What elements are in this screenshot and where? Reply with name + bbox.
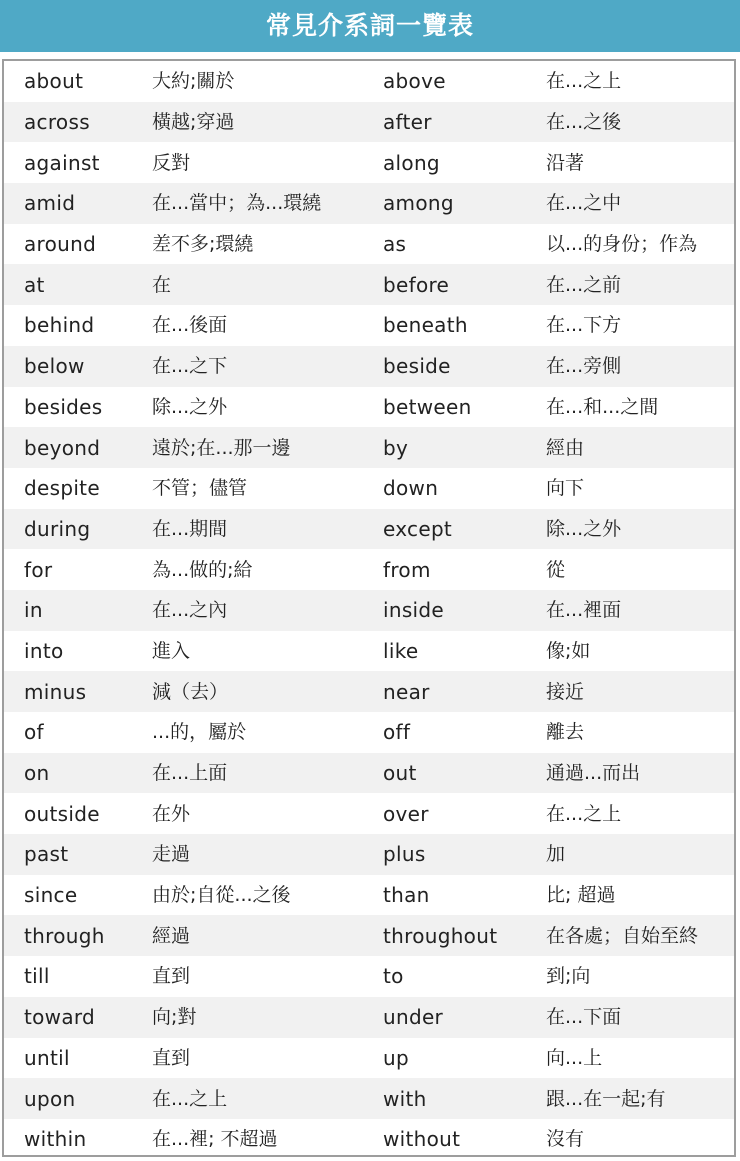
chinese-meaning-cell: 走過 [152,843,191,866]
english-word-cell: amid [24,191,76,216]
table-row [4,549,734,590]
chinese-meaning-cell: 從 [546,558,566,581]
chinese-meaning-cell: 經過 [152,924,191,947]
chinese-meaning-cell: 在...旁側 [546,355,622,378]
table-row [4,142,734,183]
table-row [4,631,734,672]
english-word-cell: after [383,110,432,135]
table-row [4,1038,734,1079]
english-word-cell: since [24,883,78,908]
chinese-meaning-cell: 在...裡; 不超過 [152,1128,278,1151]
chinese-meaning-cell: 在...之中 [546,192,622,215]
chinese-meaning-cell: 到;向 [546,965,591,988]
chinese-meaning-cell: 向;對 [152,1006,197,1029]
chinese-meaning-cell: 在...期間 [152,517,228,540]
chinese-meaning-cell: 進入 [152,639,191,662]
english-word-cell: above [383,69,446,94]
table-row [4,1078,734,1119]
chinese-meaning-cell: ...的，屬於 [152,721,247,744]
english-word-cell: behind [24,313,95,338]
english-word-cell: between [383,394,472,419]
table-row [4,224,734,265]
english-word-cell: under [383,1005,444,1030]
english-word-cell: within [24,1127,87,1152]
chinese-meaning-cell: 由於;自從...之後 [152,884,291,907]
chinese-meaning-cell: 除...之外 [546,517,622,540]
english-word-cell: around [24,232,97,257]
chinese-meaning-cell: 在各處；自始至終 [546,924,699,947]
english-word-cell: than [383,883,430,908]
english-word-cell: without [383,1127,461,1152]
chinese-meaning-cell: 大約;關於 [152,70,235,93]
preposition-table [2,59,736,1157]
chinese-meaning-cell: 離去 [546,721,585,744]
english-word-cell: until [24,1045,70,1070]
table-row [4,793,734,834]
english-word-cell: along [383,150,440,175]
table-row [4,956,734,997]
table-row [4,671,734,712]
table-row [4,387,734,428]
english-word-cell: over [383,801,429,826]
chinese-meaning-cell: 在...當中；為...環繞 [152,192,322,215]
page-title: 常見介系詞一覽表 [0,0,740,52]
english-word-cell: in [24,598,43,623]
english-word-cell: against [24,150,100,175]
english-word-cell: till [24,964,50,989]
english-word-cell: like [383,638,419,663]
english-word-cell: throughout [383,923,498,948]
table-row [4,346,734,387]
table-row [4,427,734,468]
english-word-cell: about [24,69,84,94]
chinese-meaning-cell: 在...之上 [546,802,622,825]
chinese-meaning-cell: 跟...在一起;有 [546,1087,666,1110]
chinese-meaning-cell: 橫越;穿過 [152,111,235,134]
table-row [4,915,734,956]
chinese-meaning-cell: 減（去） [152,680,229,703]
chinese-meaning-cell: 直到 [152,1046,191,1069]
english-word-cell: of [24,720,44,745]
chinese-meaning-cell: 不管；儘管 [152,477,248,500]
english-word-cell: among [383,191,454,216]
chinese-meaning-cell: 通過...而出 [546,762,641,785]
chinese-meaning-cell: 在外 [152,802,191,825]
english-word-cell: as [383,232,407,257]
english-word-cell: outside [24,801,100,826]
chinese-meaning-cell: 沒有 [546,1128,585,1151]
english-word-cell: toward [24,1005,96,1030]
english-word-cell: off [383,720,411,745]
english-word-cell: out [383,761,417,786]
english-word-cell: minus [24,679,87,704]
english-word-cell: before [383,272,450,297]
table-row [4,305,734,346]
chinese-meaning-cell: 在...之後 [546,111,622,134]
chinese-meaning-cell: 除...之外 [152,395,228,418]
english-word-cell: with [383,1086,427,1111]
english-word-cell: near [383,679,430,704]
english-word-cell: beyond [24,435,101,460]
table-row [4,834,734,875]
english-word-cell: plus [383,842,426,867]
english-word-cell: by [383,435,409,460]
chinese-meaning-cell: 在 [152,273,172,296]
chinese-meaning-cell: 向下 [546,477,585,500]
english-word-cell: across [24,110,90,135]
table-row [4,468,734,509]
chinese-meaning-cell: 反對 [152,151,191,174]
chinese-meaning-cell: 在...下面 [546,1006,622,1029]
chinese-meaning-cell: 在...上面 [152,762,228,785]
english-word-cell: on [24,761,50,786]
chinese-meaning-cell: 在...之下 [152,355,228,378]
chinese-meaning-cell: 經由 [546,436,585,459]
chinese-meaning-cell: 加 [546,843,566,866]
table-row [4,102,734,143]
english-word-cell: beside [383,354,451,379]
preposition-table-grid [4,61,734,1160]
chinese-meaning-cell: 在...之上 [152,1087,228,1110]
table-row [4,875,734,916]
table-row [4,712,734,753]
table-row [4,509,734,550]
chinese-meaning-cell: 以...的身份；作為 [546,233,698,256]
english-word-cell: up [383,1045,409,1070]
chinese-meaning-cell: 為...做的;給 [152,558,253,581]
english-word-cell: past [24,842,69,867]
english-word-cell: from [383,557,431,582]
chinese-meaning-cell: 差不多;環繞 [152,233,254,256]
chinese-meaning-cell: 接近 [546,680,585,703]
chinese-meaning-cell: 遠於;在...那一邊 [152,436,291,459]
chinese-meaning-cell: 在...之前 [546,273,622,296]
english-word-cell: upon [24,1086,76,1111]
english-word-cell: despite [24,476,100,501]
english-word-cell: down [383,476,439,501]
english-word-cell: below [24,354,85,379]
chinese-meaning-cell: 直到 [152,965,191,988]
chinese-meaning-cell: 沿著 [546,151,585,174]
chinese-meaning-cell: 在...之內 [152,599,228,622]
table-row [4,61,734,102]
chinese-meaning-cell: 在...後面 [152,314,228,337]
table-row [4,264,734,305]
english-word-cell: into [24,638,64,663]
chinese-meaning-cell: 向...上 [546,1046,603,1069]
english-word-cell: during [24,516,91,541]
table-body [4,61,734,1160]
chinese-meaning-cell: 在...裡面 [546,599,622,622]
english-word-cell: besides [24,394,103,419]
table-row [4,753,734,794]
english-word-cell: at [24,272,45,297]
english-word-cell: except [383,516,453,541]
chinese-meaning-cell: 在...之上 [546,70,622,93]
chinese-meaning-cell: 在...下方 [546,314,622,337]
table-row [4,1119,734,1160]
english-word-cell: to [383,964,404,989]
english-word-cell: through [24,923,105,948]
english-word-cell: inside [383,598,445,623]
english-word-cell: for [24,557,53,582]
table-row [4,997,734,1038]
table-row [4,183,734,224]
table-row [4,590,734,631]
chinese-meaning-cell: 在...和...之間 [546,395,659,418]
chinese-meaning-cell: 比; 超過 [546,884,616,907]
chinese-meaning-cell: 像;如 [546,639,591,662]
english-word-cell: beneath [383,313,468,338]
